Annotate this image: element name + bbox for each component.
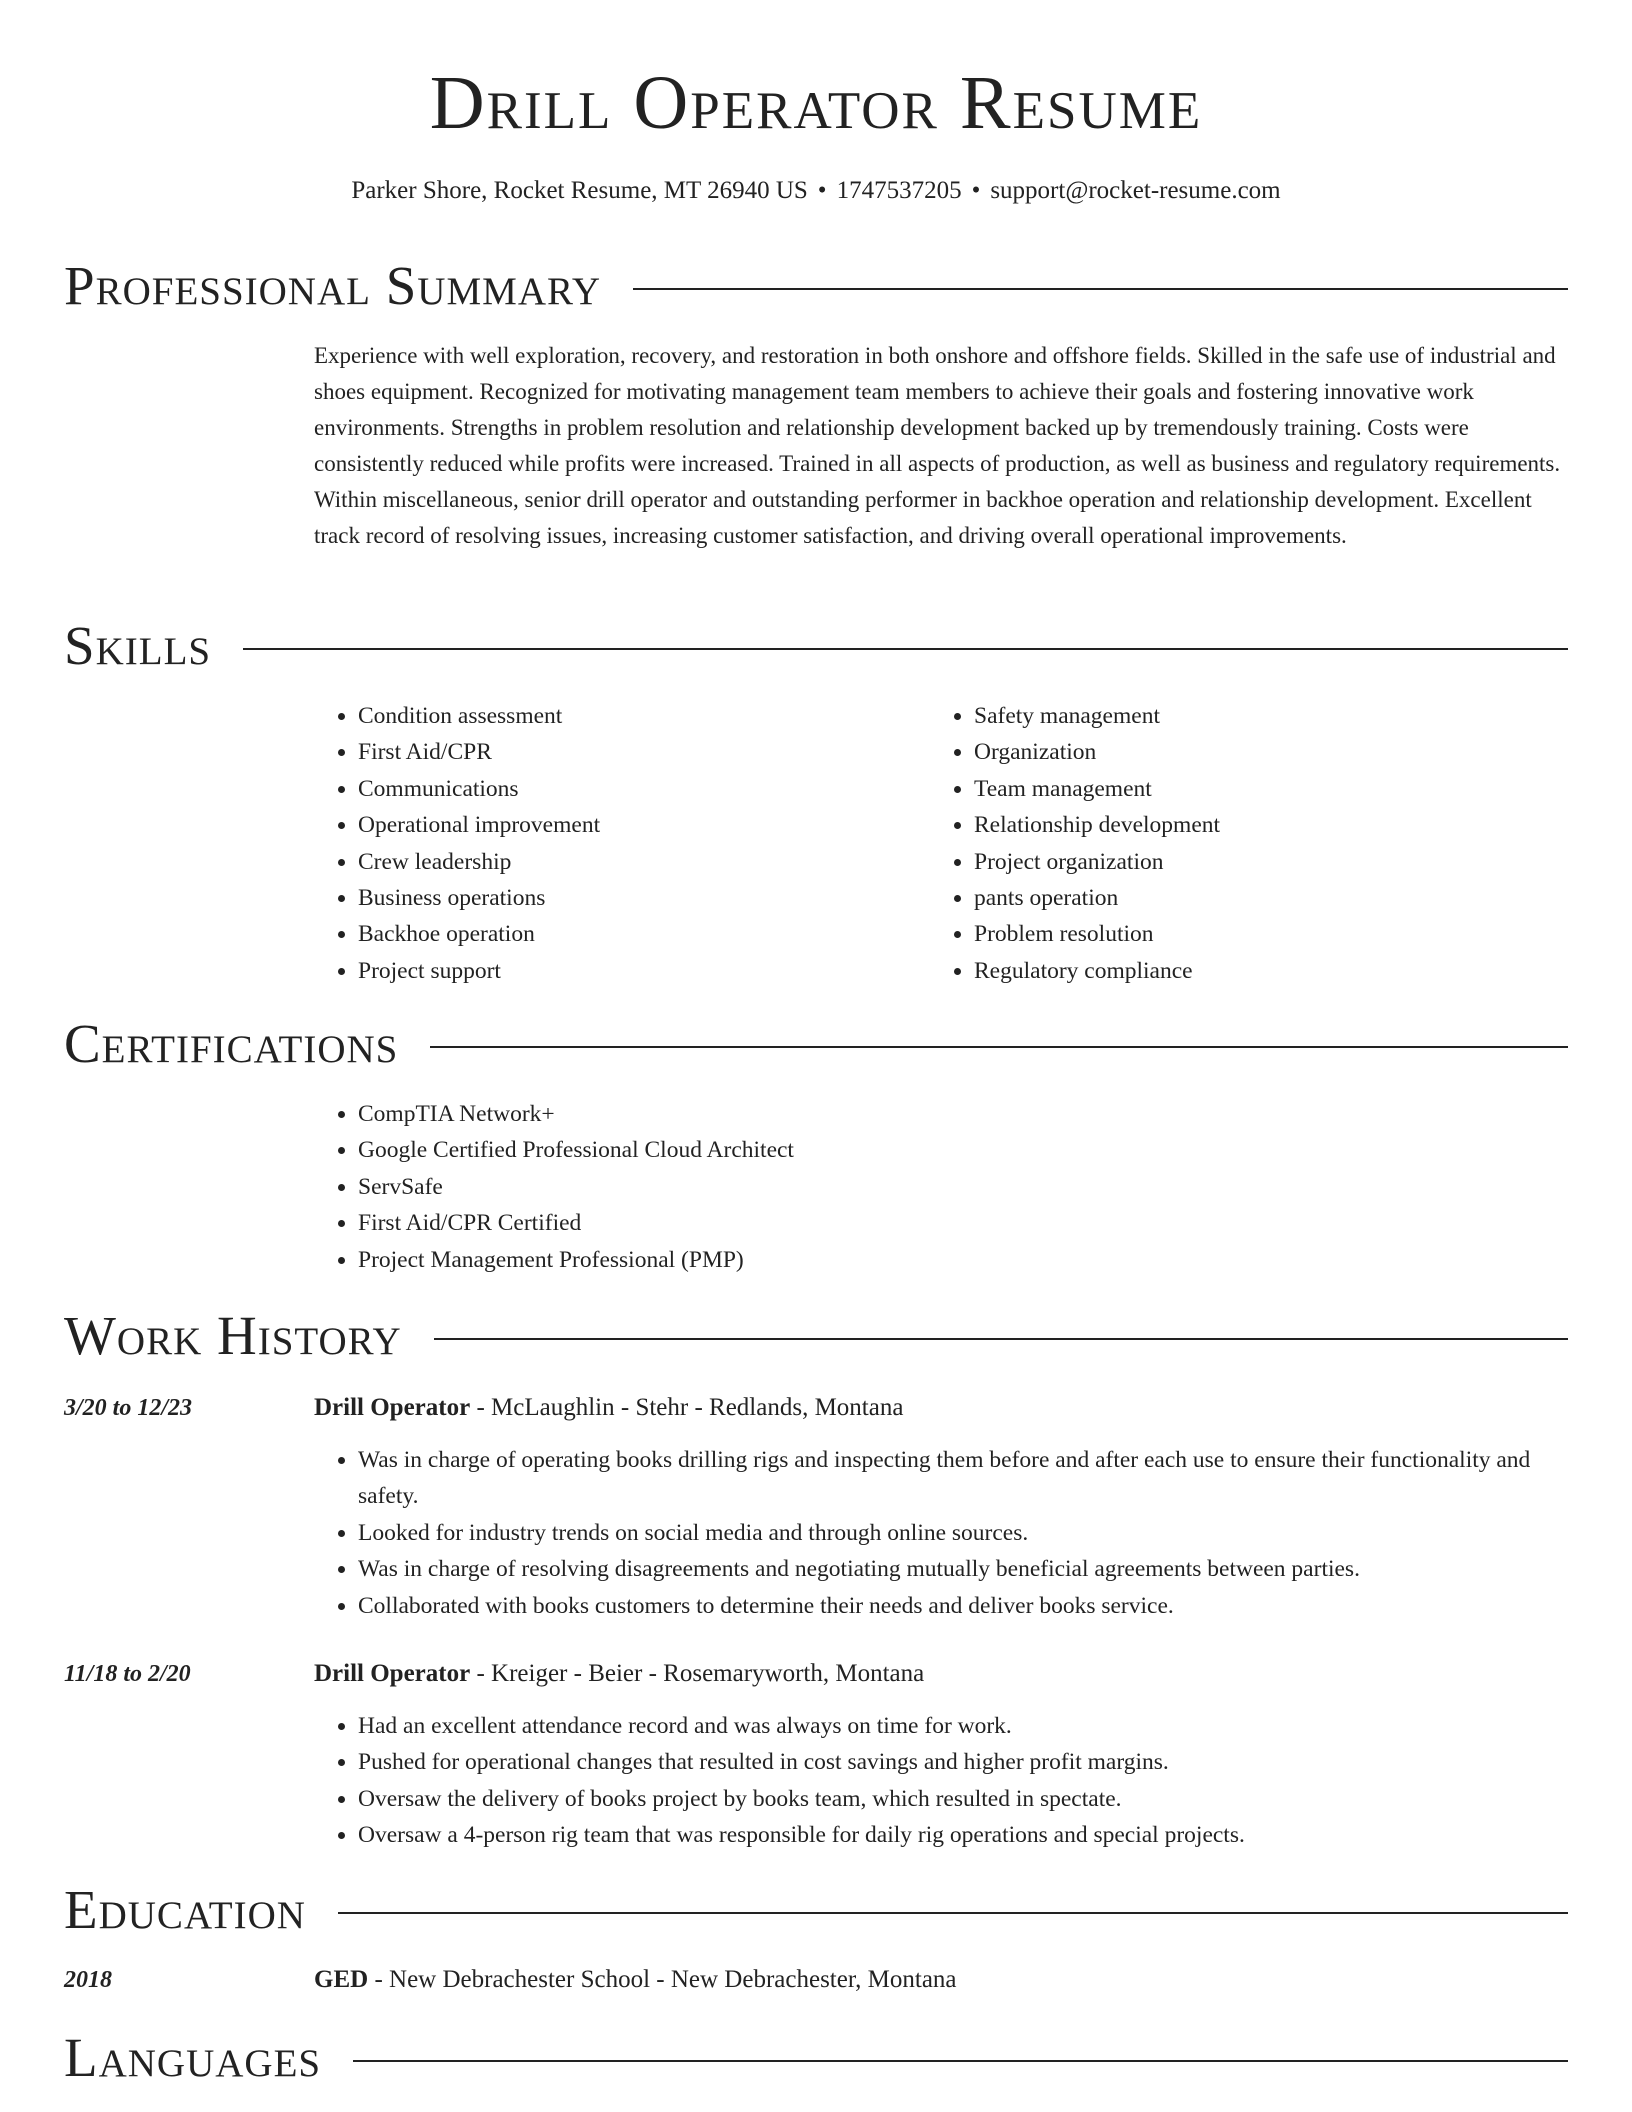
job-employer: - McLaughlin - Stehr - Redlands, Montana bbox=[470, 1394, 904, 1421]
section-divider bbox=[430, 1046, 1568, 1048]
certification-item: • Google Certified Professional Cloud Architect bbox=[358, 1132, 1568, 1168]
skills-list bbox=[314, 698, 1568, 989]
address: Parker Shore, Rocket Resume, MT 26940 US bbox=[351, 177, 808, 204]
skill-item: • Relationship development bbox=[974, 807, 1546, 843]
skill-item: • Business operations bbox=[358, 880, 930, 916]
section-title: Languages bbox=[64, 2027, 322, 2088]
job-bullet: • Collaborated with books customers to determine their needs and deliver books service. bbox=[358, 1588, 1568, 1624]
skill-item: • First Aid/CPR bbox=[358, 734, 930, 770]
section-divider bbox=[243, 648, 1568, 650]
job-heading bbox=[314, 1656, 1568, 1692]
email: support@rocket-resume.com bbox=[990, 177, 1281, 204]
education-section-header bbox=[64, 1878, 1568, 1942]
certification-item: • CompTIA Network+ bbox=[358, 1096, 1568, 1132]
section-title: Skills bbox=[64, 615, 212, 676]
skill-item: • Regulatory compliance bbox=[974, 953, 1546, 989]
summary-body bbox=[314, 338, 1568, 554]
job-bullets bbox=[314, 1708, 1568, 1854]
skill-item: • Safety management bbox=[974, 698, 1546, 734]
section-divider bbox=[353, 2060, 1568, 2062]
section-title: Work History bbox=[64, 1305, 402, 1366]
certifications-section-header bbox=[64, 1012, 1568, 1076]
education-entry bbox=[314, 1962, 1568, 1998]
job-bullet: • Was in charge of operating books drilling rigs and inspecting them before and after each use to ensure their functionality and safety. bbox=[358, 1442, 1568, 1515]
job-heading bbox=[314, 1390, 1568, 1426]
education-year: 2018 bbox=[64, 1967, 112, 1993]
contact-line bbox=[0, 174, 1632, 208]
certification-item: • ServSafe bbox=[358, 1169, 1568, 1205]
section-title: Education bbox=[64, 1879, 306, 1940]
job-bullet: • Oversaw a 4-person rig team that was responsible for daily rig operations and special projects. bbox=[358, 1817, 1568, 1853]
job-bullet: • Oversaw the delivery of books project by books team, which resulted in spectate. bbox=[358, 1781, 1568, 1817]
skill-item: • Team management bbox=[974, 771, 1546, 807]
summary-section-header bbox=[64, 254, 1568, 318]
skill-item: • Operational improvement bbox=[358, 807, 930, 843]
skill-item: • Organization bbox=[974, 734, 1546, 770]
job-title: Drill Operator bbox=[314, 1660, 471, 1687]
job-bullets bbox=[314, 1442, 1568, 1624]
skills-section-header bbox=[64, 614, 1568, 678]
section-title: Certifications bbox=[64, 1013, 399, 1074]
section-divider bbox=[338, 1912, 1568, 1914]
skills-column-left bbox=[314, 698, 930, 989]
skill-item: • Backhoe operation bbox=[358, 916, 930, 952]
skills-column-right bbox=[930, 698, 1546, 989]
job-bullet: • Had an excellent attendance record and was always on time for work. bbox=[358, 1708, 1568, 1744]
certification-item: • First Aid/CPR Certified bbox=[358, 1205, 1568, 1241]
skill-item: • Crew leadership bbox=[358, 844, 930, 880]
skill-item: • Project support bbox=[358, 953, 930, 989]
skill-item: • Project organization bbox=[974, 844, 1546, 880]
certification-item: • Project Management Professional (PMP) bbox=[358, 1242, 1568, 1278]
phone: 1747537205 bbox=[836, 177, 962, 204]
resume-title: Drill Operator Resume bbox=[429, 61, 1203, 145]
work-history-section-header bbox=[64, 1304, 1568, 1368]
job-bullet: • Was in charge of resolving disagreements and negotiating mutually beneficial agreements between parties. bbox=[358, 1551, 1568, 1587]
job-bullet: • Looked for industry trends on social media and through online sources. bbox=[358, 1515, 1568, 1551]
degree: GED bbox=[314, 1966, 369, 1993]
summary-text: Experience with well exploration, recovery, and restoration in both onshore and offshore fields. Skilled in the safe use of industrial and shoes equipment. Recognized for motivating management team members to achieve their goals and fostering innovative work environments. Strengths in problem resolution and relationship development backed up by tremendously training. Costs were consistently reduced while profits were increased. Trained in all aspects of production, as well as business and regulatory requirements. Within miscellaneous, senior drill operator and outstanding performer in backhoe operation and relationship development. Excellent track record of resolving issues, increasing customer satisfaction, and driving overall operational improvements. bbox=[314, 343, 1561, 548]
section-divider bbox=[434, 1338, 1568, 1340]
skill-item: • pants operation bbox=[974, 880, 1546, 916]
job-dates: 11/18 to 2/20 bbox=[64, 1661, 191, 1687]
separator-dot: • bbox=[817, 177, 827, 204]
languages-section-header bbox=[64, 2026, 1568, 2090]
certifications-list bbox=[314, 1096, 1568, 1278]
job-dates: 3/20 to 12/23 bbox=[64, 1395, 193, 1421]
job-bullet: • Pushed for operational changes that resulted in cost savings and higher profit margins. bbox=[358, 1744, 1568, 1780]
job-title: Drill Operator bbox=[314, 1394, 471, 1421]
job-employer: - Kreiger - Beier - Rosemaryworth, Montana bbox=[470, 1660, 925, 1687]
skill-item: • Problem resolution bbox=[974, 916, 1546, 952]
skill-item: • Condition assessment bbox=[358, 698, 930, 734]
school-details: - New Debrachester School - New Debrachester, Montana bbox=[368, 1966, 957, 1993]
separator-dot: • bbox=[971, 177, 981, 204]
section-title: Professional Summary bbox=[64, 255, 602, 316]
skill-item: • Communications bbox=[358, 771, 930, 807]
section-divider bbox=[633, 288, 1568, 290]
